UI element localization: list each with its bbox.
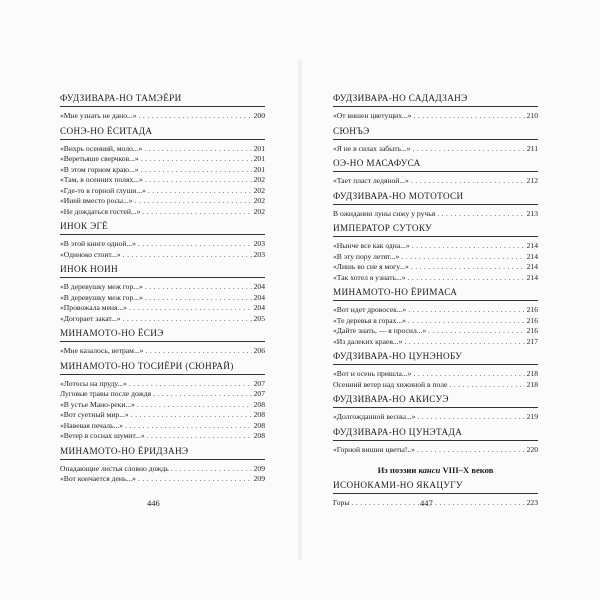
dot-leader [171, 464, 252, 475]
entry-title: «Нынче все как одна...» [333, 241, 410, 250]
dot-leader [413, 369, 524, 380]
toc-section [60, 361, 265, 442]
entry-page-number: 207 [253, 378, 265, 388]
toc-entry [60, 154, 265, 165]
entry-title: «Мне узнать не дано...» [60, 111, 137, 120]
toc-entry [60, 293, 265, 304]
entry-title: «Веретьяше сверчков...» [60, 154, 139, 163]
entry-page-number: 208 [253, 431, 265, 440]
entry-title: Горы [333, 498, 350, 507]
toc-section [333, 93, 538, 122]
entry-title: «В эту пору летят...» [333, 251, 400, 261]
toc-entry [60, 250, 265, 261]
entry-page-number: 214 [526, 272, 538, 282]
toc-entry [60, 111, 265, 122]
entry-page-number: 202 [253, 206, 265, 216]
author-heading: ИНОК ЭГЁ [60, 221, 265, 235]
dot-leader [404, 337, 524, 348]
entry-page-number: 201 [253, 164, 265, 174]
dot-leader [129, 379, 252, 390]
dot-leader [428, 326, 524, 337]
right-page [333, 93, 538, 513]
toc-entry [60, 186, 265, 197]
entry-page-number: 214 [526, 241, 538, 250]
dot-leader [135, 196, 252, 207]
toc-entry [333, 498, 538, 509]
entry-page-number: 202 [253, 185, 265, 195]
toc-section [333, 287, 538, 347]
entry-title: «Одиноко стоит...» [60, 249, 121, 259]
entry-page-number: 204 [253, 282, 265, 291]
entry-title: «Вот идет дровосек...» [333, 305, 407, 314]
entry-title: «В этом горном краю...» [60, 164, 139, 174]
dot-leader [408, 316, 525, 327]
page-number-left: 446 [147, 498, 160, 508]
entry-title: «Вот и осень пришла...» [333, 369, 412, 378]
toc-section [60, 264, 265, 324]
entry-title: «Я не в силах забыть...» [333, 143, 411, 153]
dot-leader [142, 207, 251, 218]
toc-entry [60, 144, 265, 155]
entry-page-number: 214 [526, 262, 538, 271]
entry-page-number: 212 [526, 176, 538, 185]
entry-title: «От вишен цветущих...» [333, 111, 412, 120]
toc-entry [60, 196, 265, 207]
toc-section [333, 126, 538, 155]
dot-leader [123, 250, 252, 261]
dot-leader [138, 239, 252, 250]
toc-section [333, 427, 538, 456]
entry-page-number: 216 [526, 326, 538, 335]
dot-leader [145, 346, 251, 357]
toc-section [60, 221, 265, 260]
toc-section [333, 223, 538, 283]
dot-leader [145, 293, 252, 304]
entry-page-number: 201 [253, 154, 265, 163]
dot-leader [145, 175, 252, 186]
entry-page-number: 204 [253, 292, 265, 302]
toc-entry [60, 303, 265, 314]
entry-page-number: 218 [526, 379, 538, 389]
entry-title: «В деревушку меж гор...» [60, 292, 143, 302]
toc-entry [60, 175, 265, 186]
entry-page-number: 216 [526, 315, 538, 325]
entry-title: Осенний ветер над хижиной в поле [333, 379, 448, 389]
toc-entry [333, 445, 538, 456]
author-heading: ФУДЗИВАРА-НО ЦУНЭНОБУ [333, 351, 538, 365]
entry-page-number: 204 [253, 303, 265, 312]
entry-title: «Там, в осенних полях...» [60, 175, 143, 184]
entry-title: «Дайте знать, — я просил...» [333, 326, 427, 335]
dot-leader [145, 282, 252, 293]
toc-entry [60, 431, 265, 442]
dot-leader [418, 412, 525, 423]
author-heading: ФУДЗИВАРА-НО ТАМЭЁРИ [60, 93, 265, 107]
entry-page-number: 217 [526, 336, 538, 346]
entry-page-number: 201 [253, 143, 265, 153]
toc-section [333, 480, 538, 509]
toc-section [333, 351, 538, 390]
author-heading: ОЭ-НО МАСАФУСА [333, 158, 538, 172]
entry-page-number: 202 [253, 175, 265, 184]
author-heading: ФУДЗИВАРА-НО АКИСУЭ [333, 394, 538, 408]
toc-section [333, 191, 538, 220]
entry-page-number: 211 [526, 143, 538, 153]
toc-entry [333, 176, 538, 187]
entry-page-number: 208 [253, 410, 265, 419]
author-heading: ФУДЗИВАРА-НО МОТОТОСИ [333, 191, 538, 205]
entry-title: Луговые травы после дождя [60, 389, 152, 398]
entry-title: «Навевая печаль...» [60, 420, 124, 430]
toc-entry [333, 305, 538, 316]
entry-page-number: 213 [526, 208, 538, 218]
entry-title: «Так хотел я узнать...» [333, 272, 406, 282]
subsection-suffix: VIII–X веков [442, 465, 494, 475]
entry-page-number: 203 [253, 249, 265, 259]
toc-section [333, 394, 538, 423]
toc-entry [60, 207, 265, 218]
entry-page-number: 219 [526, 412, 538, 421]
entry-page-number: 208 [253, 420, 265, 430]
dot-leader [351, 498, 524, 509]
subsection-prefix: Из поэзии [377, 465, 417, 475]
dot-leader [125, 421, 252, 432]
entry-title: «Долгожданной весны...» [333, 412, 416, 421]
entry-title: «Мне казалось, ветрам...» [60, 346, 144, 355]
toc-entry [60, 282, 265, 293]
toc-entry [333, 209, 538, 220]
toc-section [60, 126, 265, 218]
toc-entry [333, 111, 538, 122]
left-page [60, 93, 265, 489]
entry-title: «Лишь во сне я могу...» [333, 262, 409, 271]
author-heading: МИНАМОТО-НО ЁРИДЗАНЭ [60, 446, 265, 460]
entry-title: «Тает пласт ледяной...» [333, 176, 409, 185]
entry-page-number: 200 [253, 111, 265, 120]
entry-page-number: 208 [253, 399, 265, 409]
entry-title: «В деревушку меж гор...» [60, 282, 143, 291]
dot-leader [417, 445, 525, 456]
subsection-italic: канси [418, 465, 441, 475]
author-heading: СЮНЪЭ [333, 126, 538, 140]
entry-title: «В этой книге одной...» [60, 239, 136, 248]
toc-entry [60, 410, 265, 421]
dot-leader [131, 410, 252, 421]
toc-entry [60, 314, 265, 325]
toc-entry [333, 412, 538, 423]
subsection-heading [333, 465, 538, 476]
toc-entry [333, 144, 538, 155]
author-heading: МИНАМОТО-НО ТОСИЁРИ (СЮНРАЙ) [60, 361, 265, 375]
dot-leader [408, 305, 524, 316]
author-heading: ФУДЗИВАРА-НО САДАДЗАНЭ [333, 93, 538, 107]
entry-page-number: 206 [253, 346, 265, 355]
entry-page-number: 218 [526, 369, 538, 378]
entry-title: «Ветер в соснах шумит...» [60, 431, 145, 440]
dot-leader [449, 380, 524, 391]
entry-title: «Те деревья в горах...» [333, 315, 406, 325]
dot-leader [139, 111, 252, 122]
entry-page-number: 209 [253, 463, 265, 473]
entry-title: «В устье Мано-реки...» [60, 399, 135, 409]
author-heading: ФУДЗИВАРА-НО ЦУНЭТАДА [333, 427, 538, 441]
dot-leader [141, 154, 252, 165]
entry-title: «Иней вместо росы...» [60, 196, 133, 205]
entry-page-number: 203 [253, 239, 265, 248]
toc-entry [60, 165, 265, 176]
toc-entry [333, 380, 538, 391]
author-heading: МИНАМОТО-НО ЁРИМАСА [333, 287, 538, 301]
toc-entry [60, 239, 265, 250]
toc-entry [333, 316, 538, 327]
entry-page-number: 205 [253, 313, 265, 323]
toc-entry [333, 326, 538, 337]
entry-title: «Провожала меня...» [60, 303, 127, 312]
toc-entry [60, 421, 265, 432]
dot-leader [412, 144, 524, 155]
dot-leader [123, 314, 252, 325]
toc-entry [60, 400, 265, 411]
toc-entry [333, 337, 538, 348]
entry-title: В ожидании луны сижу у ручья [333, 208, 436, 218]
toc-entry [333, 252, 538, 263]
toc-entry [333, 241, 538, 252]
dot-leader [137, 400, 252, 411]
book-fold [297, 60, 303, 560]
entry-title: «Вот суетный мир...» [60, 410, 129, 419]
entry-page-number: 210 [526, 111, 538, 120]
entry-page-number: 207 [253, 389, 265, 398]
author-heading: ИСОНОКАМИ-НО ЯКАЦУГУ [333, 480, 538, 494]
toc-entry [333, 273, 538, 284]
entry-title: «Лотосы на пруду...» [60, 378, 127, 388]
entry-title: «Не дождаться гостей...» [60, 206, 141, 216]
entry-title: «Вот кончается день...» [60, 474, 136, 483]
dot-leader [138, 474, 252, 485]
toc-section [60, 328, 265, 357]
author-heading: ИМПЕРАТОР СУТОКУ [333, 223, 538, 237]
entry-title: «Горной вишни цветы!..» [333, 444, 415, 454]
entry-title: «Догорает закат...» [60, 313, 121, 323]
entry-title: «Где-то в горной глуши...» [60, 185, 146, 195]
entry-title: «Из далеких краев...» [333, 336, 403, 346]
toc-entry [60, 464, 265, 475]
entry-page-number: 223 [526, 498, 538, 507]
dot-leader [144, 144, 251, 155]
entry-page-number: 209 [253, 474, 265, 483]
dot-leader [414, 111, 525, 122]
entry-page-number: 220 [526, 444, 538, 454]
dot-leader [411, 176, 525, 187]
author-heading: МИНАМОТО-НО ЁСИЭ [60, 328, 265, 342]
toc-section [60, 446, 265, 485]
dot-leader [411, 262, 525, 273]
toc-entry [60, 379, 265, 390]
dot-leader [148, 186, 252, 197]
toc-entry [333, 369, 538, 380]
dot-leader [147, 431, 252, 442]
dot-leader [141, 165, 252, 176]
entry-page-number: 202 [253, 196, 265, 205]
entry-page-number: 216 [526, 305, 538, 314]
author-heading: ИНОК НОИН [60, 264, 265, 278]
dot-leader [401, 252, 524, 263]
dot-leader [129, 303, 252, 314]
page-number-right: 447 [420, 498, 433, 508]
toc-section [60, 93, 265, 122]
toc-entry [333, 262, 538, 273]
entry-title: «Вихрь осенний, моло...» [60, 143, 143, 153]
entry-title: Опадающие листья словно дождь [60, 463, 169, 473]
dot-leader [153, 389, 251, 400]
toc-entry [60, 389, 265, 400]
author-heading: СОНЭ-НО ЁСИТАДА [60, 126, 265, 140]
dot-leader [412, 241, 525, 252]
toc-entry [60, 346, 265, 357]
dot-leader [437, 209, 524, 220]
dot-leader [408, 273, 525, 284]
entry-page-number: 214 [526, 251, 538, 261]
toc-section [333, 158, 538, 187]
toc-entry [60, 474, 265, 485]
